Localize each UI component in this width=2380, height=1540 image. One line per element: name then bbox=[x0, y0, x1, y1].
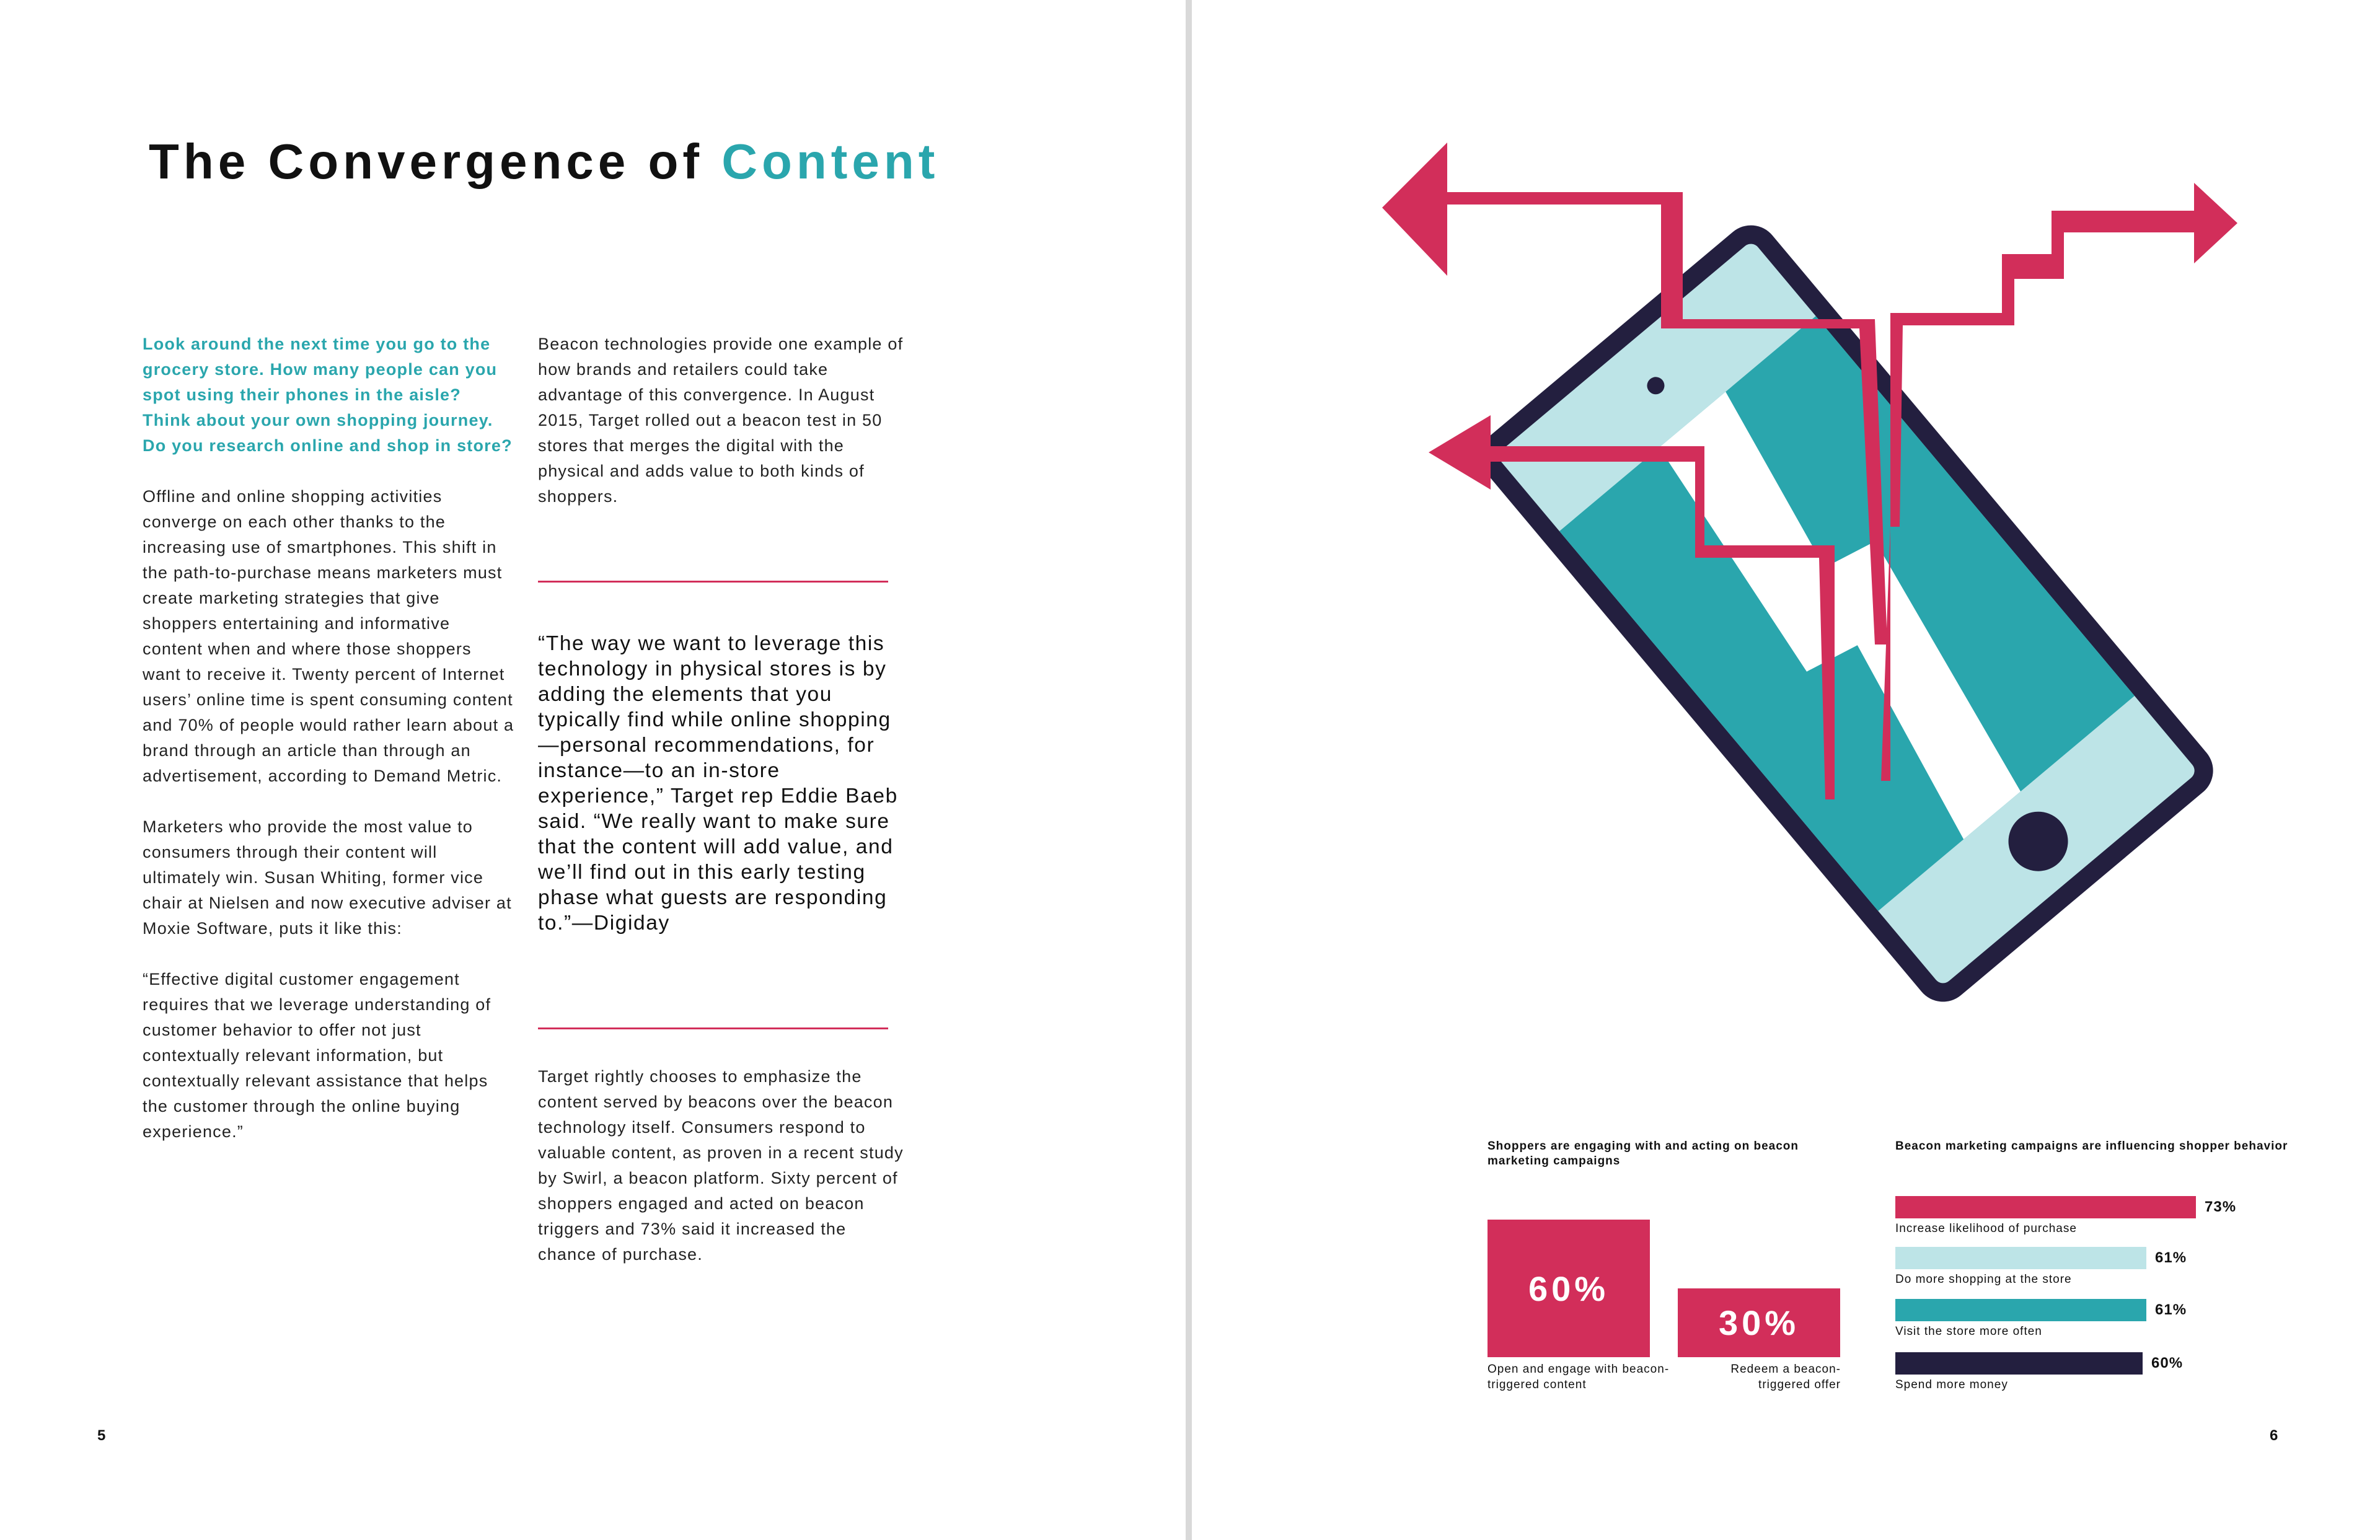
divider-bottom bbox=[538, 1027, 888, 1029]
page-number-right: 6 bbox=[2270, 1427, 2278, 1444]
behavior-bar-row bbox=[1895, 1247, 2242, 1296]
page-title bbox=[149, 133, 939, 190]
pull-quote: “The way we want to leverage this technology in physical stores is by adding the elements that you typically find while online shopping—personal recommendations, for instance—to an in-store experience,” Target rep Eddie Baeb said. “We really want to make sure that the content will add value, and we’ll find out in this early testing phase what guests are responding to.”—Digiday bbox=[538, 632, 898, 935]
body-paragraph-5: Target rightly chooses to emphasize the content served by beacons over the beacon technology itself. Consumers respond to valuable content, as proven in a recent study by Swirl, a beacon platform. Sixty percent of shoppers engaged and acted on beacon triggers and 73% said it increased the chance of purchase. bbox=[538, 1067, 904, 1264]
page-number-left: 5 bbox=[97, 1427, 106, 1444]
body-paragraph-3: “Effective digital customer engagement requires that we leverage understanding of customer behavior to offer not just contextually relevant information, but contextually relevant assistance that helps the customer through the online buying experience.” bbox=[143, 970, 491, 1141]
bar-label-open-engage: Open and engage with beacon-triggered content bbox=[1488, 1363, 1670, 1391]
behavior-bar bbox=[1895, 1247, 2146, 1269]
bar-label-redeem-offer: Redeem a beacon-triggered offer bbox=[1730, 1363, 1841, 1391]
chart-1-title: Shoppers are engaging with and acting on beacon marketing campaigns bbox=[1488, 1140, 1799, 1168]
page-gutter bbox=[1186, 0, 1192, 1540]
divider-top bbox=[538, 581, 888, 583]
behavior-bar-label: Do more shopping at the store bbox=[1895, 1273, 2072, 1286]
behavior-bar bbox=[1895, 1196, 2196, 1218]
behavior-bar-row bbox=[1895, 1352, 2242, 1402]
behavior-bar-row bbox=[1895, 1196, 2242, 1246]
title-main: The Convergence of bbox=[149, 134, 722, 189]
behavior-bar-row bbox=[1895, 1299, 2242, 1349]
lead-paragraph: Look around the next time you go to the grocery store. How many people can you spot using their phones in the aisle? Think about your own shopping journey. Do you research online and shop in store? bbox=[143, 335, 513, 455]
title-accent: Content bbox=[721, 134, 940, 189]
smartphone-beacon-illustration bbox=[1364, 124, 2293, 1054]
body-paragraph-4: Beacon technologies provide one example of how brands and retailers could take advantage of this convergence. In August 2015, Target rolled out a beacon test in 50 stores that merges the digital with the physical and adds value to both kinds of shoppers. bbox=[538, 335, 904, 506]
behavior-bar-label: Spend more money bbox=[1895, 1378, 2008, 1391]
column-right-bottom bbox=[538, 1064, 910, 1267]
body-paragraph-1: Offline and online shopping activities converge on each other thanks to the increasing use of smartphones. This shift in the path-to-purchase means marketers must create marketing strategies that give shoppers entertaining and informative content when and where those shoppers want to receive it. Twenty percent of Internet users’ online time is spent consuming content and 70% of people would rather learn about a brand through an article than through an advertisement, according to Demand Metric. bbox=[143, 487, 514, 785]
behavior-bar-value: 61% bbox=[2155, 1301, 2187, 1318]
behavior-bar bbox=[1895, 1299, 2146, 1321]
left-page bbox=[0, 0, 1186, 1540]
bar-open-engage: 60% bbox=[1488, 1220, 1650, 1357]
behavior-bar-label: Visit the store more often bbox=[1895, 1325, 2042, 1338]
body-paragraph-2: Marketers who provide the most value to consumers through their content will ultimately win. Susan Whiting, former vice chair at Nielsen and now executive adviser at Moxie Software, puts it like this: bbox=[143, 817, 512, 938]
behavior-bar bbox=[1895, 1352, 2143, 1375]
column-left bbox=[143, 332, 514, 1145]
behavior-bar-chart bbox=[1895, 1196, 2242, 1394]
chart-2-title: Beacon marketing campaigns are influencing shopper behavior bbox=[1895, 1140, 2288, 1153]
behavior-bar-label: Increase likelihood of purchase bbox=[1895, 1222, 2077, 1235]
bar-redeem-offer: 30% bbox=[1678, 1288, 1840, 1357]
behavior-bar-value: 60% bbox=[2151, 1355, 2184, 1371]
column-right-top bbox=[538, 332, 910, 509]
behavior-bar-value: 73% bbox=[2205, 1199, 2237, 1215]
behavior-bar-value: 61% bbox=[2155, 1249, 2187, 1266]
